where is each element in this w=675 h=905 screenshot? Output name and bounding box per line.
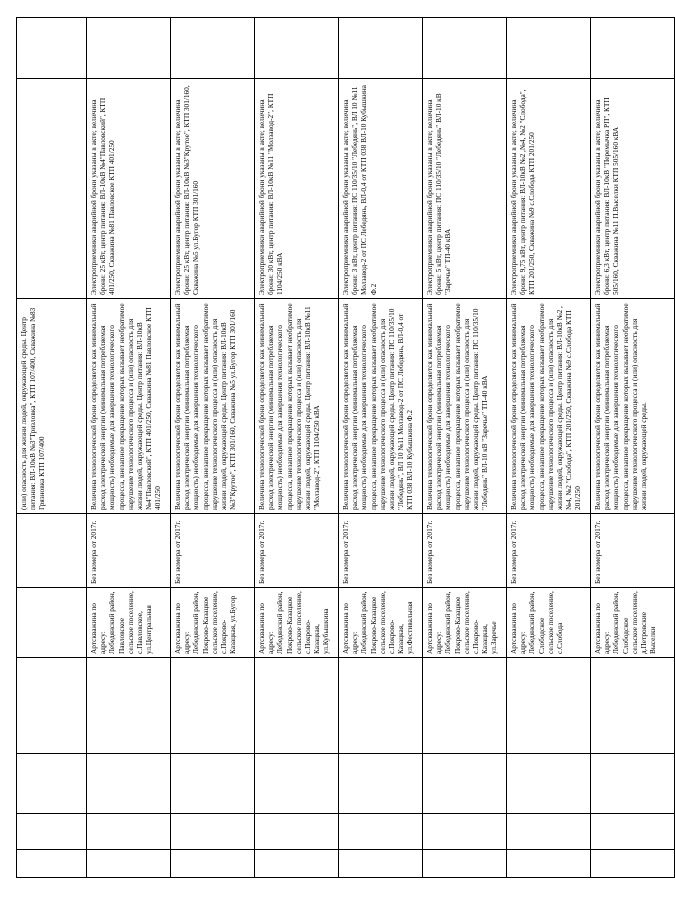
cell-empty-2 <box>255 814 339 850</box>
cell-empty-4 <box>171 658 255 754</box>
cell-technological-reserve: (или) опасность для жизни людей, окружающей среды. Центр питания: ВЛ-10кВ №3"Тризловка", КТП 107/400, Скважина №83 Грязновка КТП 107/400 <box>17 299 87 514</box>
cell-technological-reserve: Величина технологической брони определяется как минимальный расход электрической энергии (минимальная потребляемая мощность) необходимые для завершения технологического процесса, внезапное прекращение которых вызывает необратимое нарушение технологического процесса и (или) опасность для жизни людей, окружающей среды. Центр питания: ВЛ-10кВ №2 ,№4, №2 "Слобода", КТП 201/250, Скважина №9 с.Слобода КТП 201/250 <box>507 299 591 514</box>
cell-technological-reserve: Величина технологической брони определяется как минимальный расход электрической энергии (минимальная потребляемая мощность) необходимые для завершения технологического процесса, внезапное прекращение которых вызывает необратимое нарушение технологического процесса и (или) опасность для жизни людей, окружающей среды. Центр питания: ВЛ-10кВ №4"Павловский", КТП 401/250, Скважина №81 Павловское КТП 401/250 <box>87 299 171 514</box>
cell-empty-9 <box>507 18 591 79</box>
cell-emergency-reserve: Электроприемники аварийной брони указаны в акте; величина брони: 9,75 кВт, центр питания: ВЛ-10кВ №2 ,№4, №2 "Слобода", КТП 201/250, Скважина №9 с.Слобода КТП 201/250 <box>507 79 591 299</box>
cell-empty-3 <box>17 754 87 814</box>
cell-empty-2 <box>87 814 171 850</box>
cell-act-date: Без номера от 2017г. <box>423 514 507 588</box>
cell-empty-2 <box>171 814 255 850</box>
cell-empty-2 <box>339 814 423 850</box>
cell-object-address: Артскважина по адресу: Лебедянский район, Покрово-Казацкое сельское поселение, с.Покрово-Казацкая, ул.Фестивальная <box>339 588 423 658</box>
cell-empty-9 <box>17 18 87 79</box>
cell-technological-reserve: Величина технологической брони определяется как минимальный расход электрической энергии (минимальная потребляемая мощность) необходимые для завершения технологического процесса, внезапное прекращение которых вызывает необратимое нарушение технологического процесса и (или) опасность для жизни людей, окружающей среды. Центр питания: ПС 110/35/10 "Лебедянь", ВЛ 10 №11 Молзавод-2 от ПС Лебедянь, ВЛ-0,4 от КТП 038 ВЛ-10 Кубышкина Ф.2 <box>339 299 423 514</box>
cell-emergency-reserve: Электроприемники аварийной брони указаны в акте; величина брони: 5 кВт, центр питания: ПС 110/35/10 "Лебедянь" ВЛ-10 кВ "Заречье" ТП-40 кВА <box>423 79 507 299</box>
cell-empty-9 <box>171 18 255 79</box>
table-row <box>17 18 87 878</box>
cell-object-address: Артскважина по адресу: Лебедянский район, Покрово-Казацкое сельское поселение, с.Покрово-Казацкая, ул.Бугор <box>171 588 255 658</box>
table-body <box>17 18 675 878</box>
table-row <box>171 18 255 878</box>
cell-empty-3 <box>507 754 591 814</box>
table-row <box>255 18 339 878</box>
cell-act-date <box>17 514 87 588</box>
cell-empty-2 <box>591 814 675 850</box>
cell-empty-9 <box>423 18 507 79</box>
power-reserve-table <box>16 17 675 878</box>
cell-act-date: Без номера от 2017г. <box>591 514 675 588</box>
cell-emergency-reserve: Электроприемники аварийной брони указаны в акте; величина брони: 30 кВт, центр питания: ВЛ-10кВ №11 "Молзавод-2", КТП 1104/250 кВА <box>255 79 339 299</box>
cell-technological-reserve: Величина технологической брони определяется как минимальный расход электрической энергии (минимальная потребляемая мощность) необходимые для завершения технологического процесса, внезапное прекращение которых вызывает необратимое нарушение технологического процесса и (или) опасность для жизни людей, окружающей среды. Центр питания: ПС 110/35/10 "Лебедянь" ВЛ-10 кВ "Заречье" ТП-40 кВА <box>423 299 507 514</box>
cell-empty-1 <box>423 850 507 878</box>
table-row <box>591 18 675 878</box>
rotated-table-container <box>16 18 658 878</box>
cell-empty-2 <box>507 814 591 850</box>
cell-act-date: Без номера от 2017г. <box>255 514 339 588</box>
cell-empty-9 <box>87 18 171 79</box>
cell-empty-1 <box>339 850 423 878</box>
cell-empty-4 <box>17 658 87 754</box>
cell-emergency-reserve <box>17 79 87 299</box>
cell-act-date: Без номера от 2017г. <box>87 514 171 588</box>
cell-empty-1 <box>507 850 591 878</box>
cell-technological-reserve: Величина технологической брони определяется как минимальный расход электрической энергии (минимальная потребляемая мощность) необходимые для завершения технологического процесса, внезапное прекращение которых вызывает необратимое нарушение технологического процесса и (или) опасность для жизни людей, окружающей среды. Центр питания: ВЛ-10кВ №3"Крутое", КТП 301/160, Скважина №5 ул.Бугор КТП 301/160 <box>171 299 255 514</box>
cell-empty-4 <box>507 658 591 754</box>
cell-act-date: Без номера от 2017г. <box>507 514 591 588</box>
cell-act-date: Без номера от 2017г. <box>339 514 423 588</box>
cell-emergency-reserve: Электроприемники аварийной брони указаны в акте; величина брони: 25 кВт, центр питания: ВЛ-10кВ №3"Крутое", КТП 301/160, Скважина №5 ул.Бугор КТП 301/160 <box>171 79 255 299</box>
cell-object-address <box>17 588 87 658</box>
cell-empty-3 <box>591 754 675 814</box>
cell-empty-3 <box>339 754 423 814</box>
table-row <box>423 18 507 878</box>
cell-empty-3 <box>423 754 507 814</box>
cell-empty-9 <box>255 18 339 79</box>
cell-act-date: Без номера от 2017г. <box>171 514 255 588</box>
cell-empty-4 <box>255 658 339 754</box>
cell-empty-9 <box>339 18 423 79</box>
cell-empty-1 <box>17 850 87 878</box>
cell-empty-1 <box>171 850 255 878</box>
table-row <box>339 18 423 878</box>
table-row <box>87 18 171 878</box>
cell-empty-4 <box>423 658 507 754</box>
cell-empty-3 <box>171 754 255 814</box>
cell-object-address: Артскважина по адресу: Лебедянский район, Покрово-Казацкое сельское поселение, с.Покрово-Казацкая, ул.Кубышкина <box>255 588 339 658</box>
cell-object-address: Артскважина по адресу: Лебедянский район, Павловское сельское поселение, с.Павловское, ул.Центральная <box>87 588 171 658</box>
cell-emergency-reserve: Электроприемники аварийной брони указаны в акте; величина брони: 25 кВт, центр питания: ВЛ-10кВ №4"Павловский", КТП 401/250, Скважина №81 Павловское КТП 401/250 <box>87 79 171 299</box>
cell-empty-1 <box>255 850 339 878</box>
cell-emergency-reserve: Электроприемники аварийной брони указаны в акте; величина брони: 6,3 кВт, центр питания: ВЛ-10кВ "Перемычка РП", КТП 505/160, Скважина №11 П.Выселки КТП 505/160 кВА <box>591 79 675 299</box>
cell-object-address: Артскважина по адресу: Лебедянский район, Слободское сельское поселение, д.Петровские Выселки <box>591 588 675 658</box>
cell-empty-2 <box>17 814 87 850</box>
cell-empty-3 <box>255 754 339 814</box>
cell-emergency-reserve: Электроприемники аварийной брони указаны в акте; величина брони: 3 кВт, центр питания: ПС 110/35/10 "Лебедянь", ВЛ 10 №11 Молзавод-2 от ПС Лебедянь, ВЛ-0,4 от КТП 038 ВЛ-10 Кубышкина Ф.2 <box>339 79 423 299</box>
cell-empty-4 <box>87 658 171 754</box>
cell-technological-reserve: Величина технологической брони определяется как минимальный расход электрической энергии (минимальная потребляемая мощность) необходимые для завершения технологического процесса, внезапное прекращение которых вызывает необратимое нарушение технологического процесса и (или) опасность для жизни людей, окружающей среды. Центр питания: ВЛ-10кВ №11 "Молзавод-2", КТП 1104/250 кВА <box>255 299 339 514</box>
cell-empty-4 <box>591 658 675 754</box>
cell-empty-1 <box>87 850 171 878</box>
cell-empty-9 <box>591 18 675 79</box>
cell-object-address: Артскважина по адресу: Лебедянский район, Покрово-Казацкое сельское поселение, с.Покрово-Казацкая, ул.Заречье <box>423 588 507 658</box>
cell-empty-3 <box>87 754 171 814</box>
cell-empty-4 <box>339 658 423 754</box>
table-row <box>507 18 591 878</box>
cell-technological-reserve: Величина технологической брони определяется как минимальный расход электрической энергии (минимальная потребляемая мощность) необходимые для завершения технологического процесса, внезапное прекращение которых вызывает необратимое нарушение технологического процесса и (или) опасность для жизни людей, окружающей среды. <box>591 299 675 514</box>
cell-empty-2 <box>423 814 507 850</box>
cell-object-address: Артскважина по адресу: Лебедянский район, Слободское сельское поселение, с.Слобода <box>507 588 591 658</box>
cell-empty-1 <box>591 850 675 878</box>
